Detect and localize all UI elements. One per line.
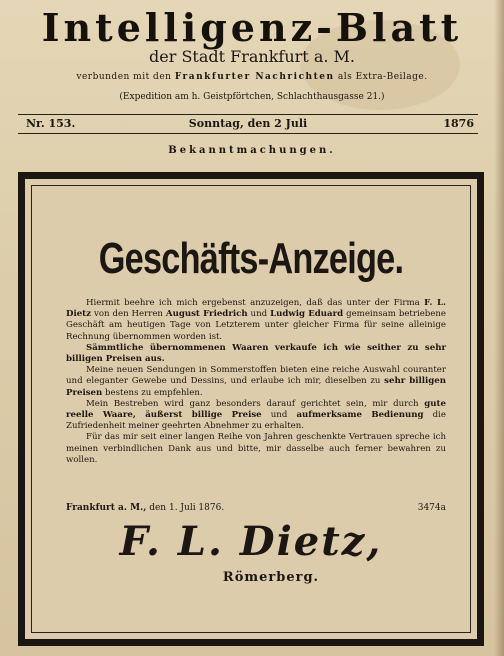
- ad-paragraph: [66, 399, 446, 433]
- body-text: Mein Bestreben wird ganz besonders darauf gerichtet sein, mir durch: [86, 398, 425, 409]
- emphasized-text: gute reelle Waare, äußerst billige Preise: [66, 398, 446, 421]
- body-text: Hiermit beehre ich mich ergebenst anzuzeigen, daß das unter der Firma: [86, 298, 425, 308]
- dateline: [18, 114, 478, 134]
- issue-date: Sonntag, den 2 Juli: [188, 117, 308, 130]
- body-text: und: [247, 309, 271, 320]
- issue-year: 1876: [443, 117, 474, 130]
- newspaper-subtitle: der Stadt Frankfurt a. M.: [149, 47, 355, 66]
- page-edge-shadow: [494, 0, 504, 656]
- ad-paragraph: [66, 298, 446, 343]
- advertisement-inner-border: [31, 185, 471, 633]
- masthead-affiliation: [0, 70, 504, 84]
- ad-code: 3474a: [417, 503, 446, 513]
- body-text: von den Herren: [91, 309, 166, 320]
- issue-number: Nr. 153.: [26, 117, 76, 130]
- emphasized-text: aufmerksame Bedienung: [296, 410, 424, 421]
- affiliation-paper: Frankfurter Nachrichten: [174, 72, 335, 82]
- ad-body: [66, 298, 446, 466]
- masthead: [0, 6, 504, 104]
- ad-paragraph: [66, 365, 446, 399]
- newspaper-title: Intelligenz-Blatt: [41, 5, 463, 50]
- body-text: Für das mir seit einer langen Reihe von Jahren geschenkte Vertrauen spreche ich meinen verbindlichen Dank aus und bitte, mir dasselbe auch ferner bewahren zu wollen.: [66, 432, 446, 465]
- advertisement: [18, 172, 484, 646]
- emphasized-text: sehr billigen Preisen: [66, 376, 446, 398]
- emphasized-text: Sämmtliche übernommenen Waaren verkaufe ich wie seither zu sehr billigen Preisen aus.: [66, 342, 446, 365]
- ad-street: Römerberg.: [222, 570, 320, 585]
- ad-date: den 1. Juli 1876.: [146, 503, 225, 513]
- expedition-address: (Expedition am h. Geistpförtchen, Schlachthausgasse 21.): [119, 92, 385, 102]
- ad-headline: Geschäfts-Anzeige.: [98, 234, 404, 283]
- ad-signature: F. L. Dietz,: [119, 518, 383, 565]
- body-text: Meine neuen Sendungen in Sommerstoffen bieten eine reiche Auswahl couranter und eleganter Gewebe und Dessins, und erlaube ich mir, dieselben zu: [66, 365, 446, 387]
- affiliation-pre: verbunden mit den: [76, 72, 172, 82]
- body-text: gemeinsam betriebene Geschäft am heutigen Tage von Letzterem unter gleicher Firma für seine alleinige Rechnung übernommen worden ist.: [66, 309, 447, 342]
- ad-place: Frankfurt a. M.,: [66, 503, 147, 513]
- emphasized-text: Ludwig Eduard: [270, 309, 344, 320]
- body-text: und: [261, 410, 297, 421]
- affiliation-post: als Extra-Beilage.: [337, 72, 428, 82]
- body-text: bestens zu empfehlen.: [102, 387, 203, 398]
- emphasized-text: August Friedrich: [165, 309, 248, 320]
- emphasized-text: F. L. Dietz: [66, 298, 446, 320]
- ad-dateline: [66, 502, 446, 514]
- ad-paragraph: [66, 343, 446, 365]
- section-heading: Bekanntmachungen.: [168, 145, 336, 156]
- body-text: die Zufriedenheit meiner geehrten Abnehmer zu erhalten.: [66, 410, 446, 432]
- ad-paragraph: [66, 432, 446, 466]
